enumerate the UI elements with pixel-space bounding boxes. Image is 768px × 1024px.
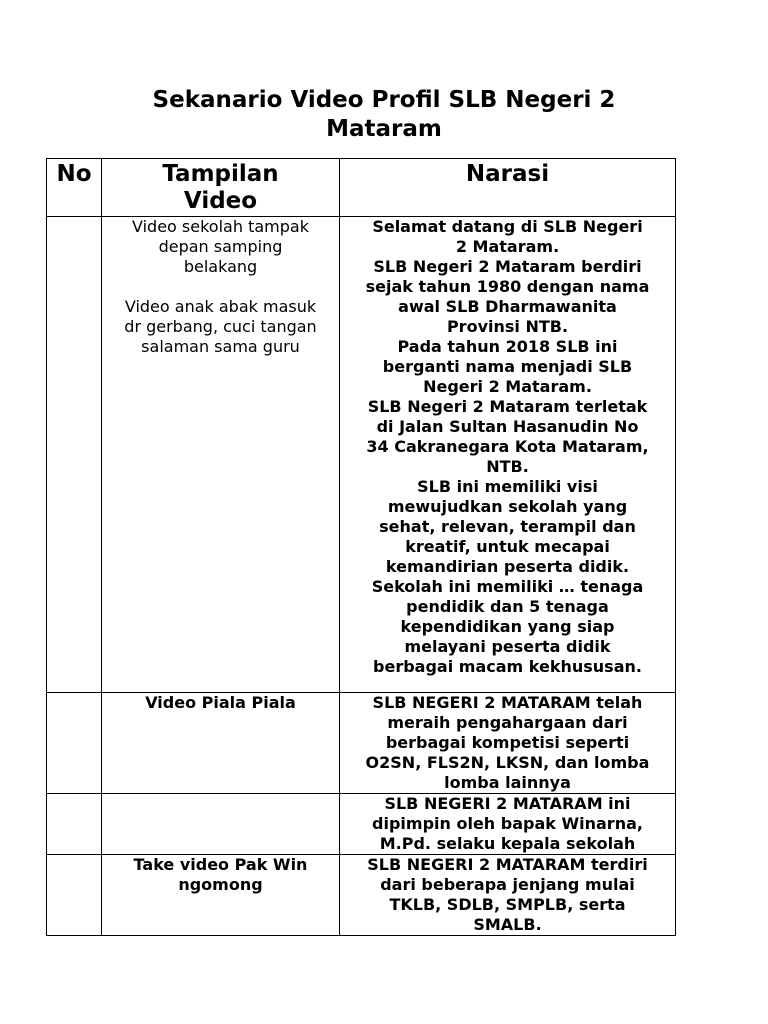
document-title [60, 86, 708, 144]
scenario-table [46, 158, 676, 936]
narasi-text-line: Negeri 2 Mataram. [423, 377, 592, 396]
table-row [47, 794, 676, 855]
narasi-text-line: SLB NEGERI 2 MATARAM telah [372, 693, 643, 712]
tampilan-text-line: depan samping [158, 237, 283, 256]
document-title-line: Mataram [326, 116, 442, 142]
cell-tampilan-video [102, 794, 340, 855]
narasi-text-line: dipimpin oleh bapak Winarna, [372, 814, 643, 833]
cell-no [47, 217, 102, 693]
narasi-text-line: SLB Negeri 2 Mataram berdiri [373, 257, 642, 276]
cell-tampilan-video [102, 693, 340, 794]
narasi-text-line: M.Pd. selaku kepala sekolah [379, 834, 636, 853]
cell-narasi [340, 693, 676, 794]
narasi-text-line: 2 Mataram. [455, 237, 560, 256]
narasi-text-line: melayani peserta didik [404, 637, 611, 656]
tampilan-text-line: dr gerbang, cuci tangan [124, 317, 317, 336]
narasi-text-line: mewujudkan sekolah yang [387, 497, 628, 516]
narasi-text-line: Provinsi NTB. [446, 317, 569, 336]
cell-narasi [340, 794, 676, 855]
header-no [47, 159, 102, 217]
narasi-text-line: dari beberapa jenjang mulai [380, 875, 635, 894]
header-narasi-label: Narasi [465, 161, 550, 187]
narasi-text-line: berbagai macam kekhususan. [373, 657, 642, 676]
cell-tampilan-video [102, 855, 340, 936]
narasi-text-line: pendidik dan 5 tenaga [406, 597, 609, 616]
document-title-line: Sekanario Video Profil SLB Negeri 2 [152, 87, 616, 113]
table-header-row [47, 159, 676, 217]
narasi-text-line: sehat, relevan, terampil dan [379, 517, 636, 536]
narasi-text-line: berganti nama menjadi SLB [382, 357, 633, 376]
narasi-text-line: O2SN, FLS2N, LKSN, dan lomba [365, 753, 650, 772]
narasi-text-line: NTB. [486, 457, 529, 476]
table-row [47, 855, 676, 936]
header-narasi [340, 159, 676, 217]
narasi-text-line: di Jalan Sultan Hasanudin No [376, 417, 639, 436]
narasi-text-line: 34 Cakranegara Kota Mataram, [366, 437, 649, 456]
tampilan-text-line: Video sekolah tampak [132, 217, 309, 236]
narasi-text-line: TKLB, SDLB, SMPLB, serta [389, 895, 626, 914]
narasi-text-line: SLB ini memiliki visi [417, 477, 598, 496]
narasi-text-line: kreatif, untuk mecapai [405, 537, 610, 556]
table-row [47, 693, 676, 794]
tampilan-text-line: Take video Pak Win [133, 855, 308, 874]
cell-no [47, 794, 102, 855]
tampilan-text-line: belakang [183, 257, 258, 276]
tampilan-text-line [106, 277, 335, 297]
tampilan-text-line: ngomong [178, 875, 263, 894]
table-body [47, 217, 676, 936]
tampilan-text-line: salaman sama guru [141, 337, 300, 356]
header-tampilan-line: Video [183, 188, 258, 214]
cell-no [47, 855, 102, 936]
tampilan-text-line: Video anak abak masuk [124, 297, 317, 316]
narasi-text-line: SLB NEGERI 2 MATARAM ini [384, 794, 631, 813]
cell-tampilan-video [102, 217, 340, 693]
narasi-text-line: awal SLB Dharmawanita [398, 297, 617, 316]
narasi-text-line: Sekolah ini memiliki … tenaga [371, 577, 644, 596]
narasi-text-line: SMALB. [473, 915, 542, 934]
narasi-text-line: kemandirian peserta didik. [385, 557, 630, 576]
narasi-text-line: Selamat datang di SLB Negeri [372, 217, 643, 236]
narasi-text-line: kependidikan yang siap [400, 617, 615, 636]
cell-no [47, 693, 102, 794]
cell-narasi [340, 855, 676, 936]
narasi-text-line: SLB Negeri 2 Mataram terletak [367, 397, 648, 416]
narasi-text-line: lomba lainnya [444, 773, 571, 792]
narasi-text-line: SLB NEGERI 2 MATARAM terdiri [367, 855, 648, 874]
narasi-text-line: Pada tahun 2018 SLB ini [397, 337, 618, 356]
narasi-text-line: meraih pengahargaan dari [387, 713, 628, 732]
cell-narasi [340, 217, 676, 693]
header-no-label: No [56, 161, 92, 187]
narasi-text-line: berbagai kompetisi seperti [385, 733, 630, 752]
header-tampilan-line: Tampilan [162, 161, 279, 187]
tampilan-text-line: Video Piala Piala [145, 693, 296, 712]
narasi-text-line: sejak tahun 1980 dengan nama [365, 277, 650, 296]
table-row [47, 217, 676, 693]
header-tampilan-video [102, 159, 340, 217]
